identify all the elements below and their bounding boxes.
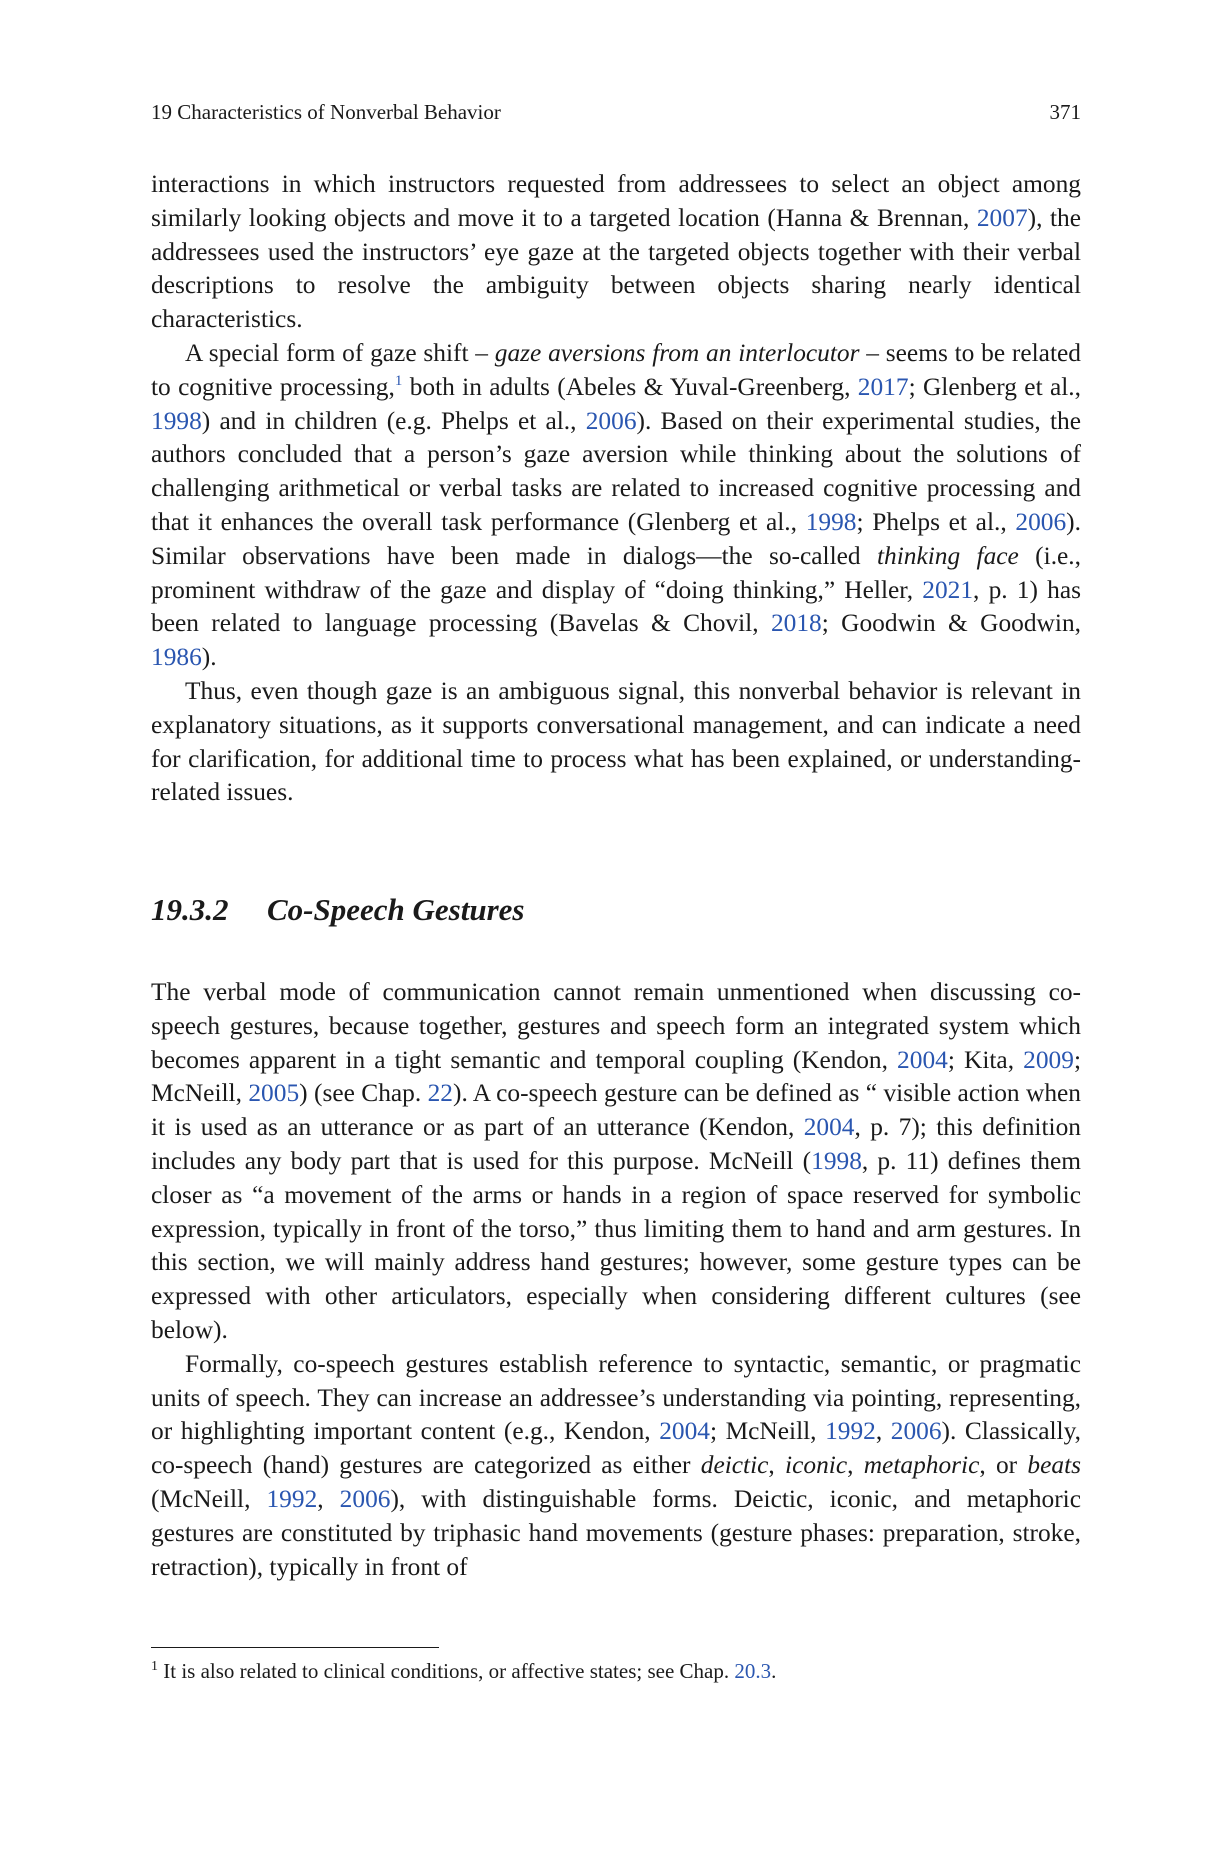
citation-link[interactable]: 2004	[803, 1113, 855, 1142]
chapter-title: 19 Characteristics of Nonverbal Behavior	[151, 100, 501, 124]
body-text-section	[151, 976, 1081, 1584]
section-title: Co-Speech Gestures	[267, 892, 525, 927]
citation-link[interactable]: 1992	[266, 1484, 318, 1513]
citation-link[interactable]: 2005	[248, 1079, 300, 1108]
footnote-marker: 1	[151, 1659, 158, 1674]
body-text-upper	[151, 168, 1081, 810]
citation-link[interactable]: 2004	[659, 1417, 710, 1446]
citation-link[interactable]: 2009	[1023, 1045, 1074, 1074]
page-number: 371	[1049, 100, 1081, 124]
emphasis: gaze aversions from an interlocutor	[494, 338, 860, 367]
citation-link[interactable]: 2021	[922, 575, 974, 604]
paragraph-5: Formally, co-speech gestures establish reference to syntactic, semantic, or pragmatic units of speech. They can increase an addressee’s understanding via pointing, representing, or highlighting important content (e.g., Kendon, 2004; McNeill, 1992, 2006). Classically, co-speech (hand) gestures are categorized as either deictic, iconic, metaphoric, or beats (McNeill, 1992, 2006), with distinguishable forms. Deictic, iconic, and metaphoric gestures are constituted by triphasic hand movements (gesture phases: preparation, stroke, retraction), typically in front of	[151, 1349, 1082, 1581]
citation-link[interactable]: 2007	[976, 203, 1028, 232]
citation-link[interactable]: 2017	[857, 372, 909, 401]
section-heading	[151, 890, 1081, 930]
citation-link[interactable]: 1992	[825, 1417, 876, 1446]
emphasis: deictic	[700, 1451, 769, 1480]
citation-link[interactable]: 1986	[151, 643, 202, 672]
section-number: 19.3.2	[151, 892, 229, 927]
chapter-link[interactable]: 22	[427, 1079, 453, 1108]
emphasis: metaphoric	[863, 1451, 980, 1480]
chapter-link[interactable]: 20.3	[734, 1659, 772, 1683]
footnote-divider	[151, 1647, 439, 1648]
paragraph-3: Thus, even though gaze is an ambiguous signal, this nonverbal behavior is relevant in explanatory situations, as it supports conversational management, and can indicate a need for clarification, for additional time to process what has been explained, or understanding-related issues.	[151, 676, 1081, 807]
emphasis: beats	[1027, 1451, 1082, 1480]
emphasis: iconic	[785, 1451, 848, 1480]
paragraph-4: The verbal mode of communication cannot remain unmentioned when discussing co-speech gestures, because together, gestures and speech form an integrated system which becomes apparent in a tight semantic and temporal coupling (Kendon, 2004; Kita, 2009; McNeill, 2005) (see Chap. 22). A co-speech gesture can be defined as “ visible action when it is used as an utterance or as part of an utterance (Kendon, 2004, p. 7); this definition includes any body part that is used for this purpose. McNeill (1998, p. 11) defines them closer as “a movement of the arms or hands in a region of space reserved for symbolic expression, typically in front of the torso,” thus limiting them to hand and arm gestures. In this section, we will mainly address hand gestures; however, some gesture types can be expressed with other articulators, especially when considering different cultures (see below).	[151, 978, 1081, 1344]
paragraph-2: A special form of gaze shift – gaze aversions from an interlocutor – seems to be related to cognitive processing,$^1$ both in adults (Abeles & Yuval-Greenberg, 2017; Glenberg et al., 1998) and in children (e.g. Phelps et al., 2006). Based on their experimental studies, the authors concluded that a person’s gaze aversion while thinking about the solutions of challenging arithmetical or verbal tasks are related to increased cognitive processing and that it enhances the overall task performance (Glenberg et al., 1998; Phelps et al., 2006). Similar observations have been made in dialogs—the so-called thinking face (i.e., prominent withdraw of the gaze and display of “doing thinking,” Heller, 2021, p. 1) has been related to language processing (Bavelas & Chovil, 2018; Goodwin & Goodwin, 1986).	[151, 338, 1082, 672]
citation-link[interactable]: 2006	[339, 1484, 391, 1513]
citation-link[interactable]: 1998	[805, 507, 857, 536]
paragraph-1: interactions in which instructors requested from addressees to select an object among similarly looking objects and move it to a targeted location (Hanna & Brennan, 2007), the addressees used the instructors’ eye gaze at the targeted objects together with their verbal descriptions to resolve the ambiguity between objects sharing nearly identical characteristics.	[151, 170, 1081, 334]
footnote-ref[interactable]: 1	[394, 372, 403, 389]
citation-link[interactable]: 2006	[1015, 507, 1067, 536]
citation-link[interactable]: 2006	[585, 406, 637, 435]
citation-link[interactable]: 1998	[151, 406, 202, 435]
citation-link[interactable]: 2004	[897, 1045, 948, 1074]
citation-link[interactable]: 2018	[770, 609, 822, 638]
citation-link[interactable]: 1998	[811, 1146, 862, 1175]
citation-link[interactable]: 2006	[890, 1417, 942, 1446]
footnote: $^1$ It is also related to clinical conditions, or affective states; see Chap. 20.3.	[151, 1659, 777, 1683]
emphasis: thinking face	[876, 541, 1019, 570]
